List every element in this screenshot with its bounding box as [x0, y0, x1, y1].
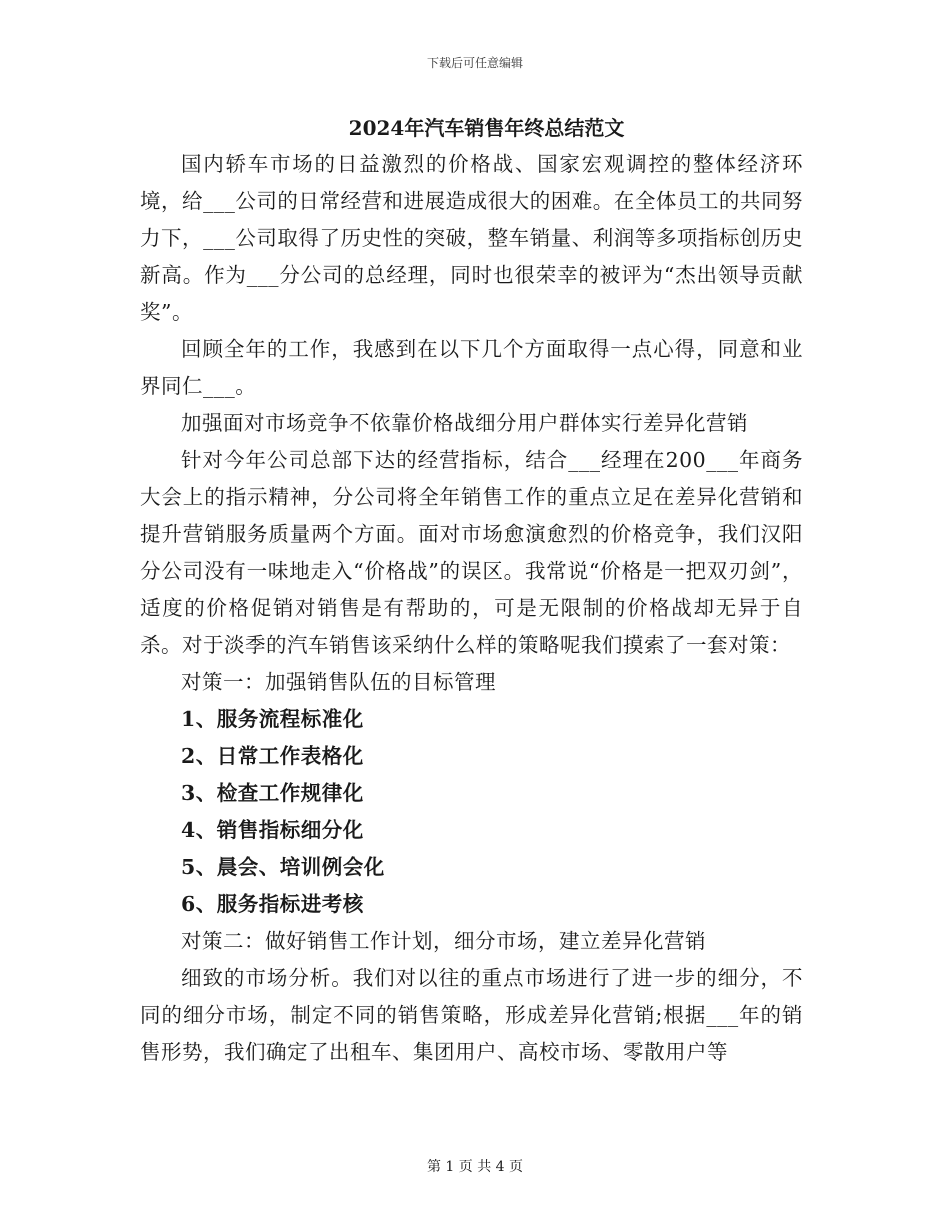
paragraph: 国内轿车市场的日益激烈的价格战、国家宏观调控的整体经济环境，给___公司的日常经营和进展造成很大的困难。在全体员工的共同努力下，___公司取得了历史性的突破，整车销量、利润等多项指标创历史新高。作为___分公司的总经理，同时也很荣幸的被评为“杰出领导贡献奖”。 [140, 152, 803, 324]
paragraph: 针对今年公司总部下达的经营指标，结合___经理在200___年商务大会上的指示精神，分公司将全年销售工作的重点立足在差异化营销和提升营销服务质量两个方面。面对市场愈演愈烈的价格竞争，我们汉阳分公司没有一味地走入“价格战”的误区。我常说“价格是一把双刃剑”，适度的价格促销对销售是有帮助的，可是无限制的价格战却无异于自杀。对于淡季的汽车销售该采纳什么样的策略呢我们摸索了一套对策： [140, 448, 803, 657]
paragraph: 回顾全年的工作，我感到在以下几个方面取得一点心得，同意和业界同仁___。 [140, 337, 803, 398]
section-heading: 加强面对市场竞争不依靠价格战细分用户群体实行差异化营销 [181, 411, 748, 435]
list-item: 4、销售指标细分化 [181, 818, 364, 842]
document-title: 2024年汽车销售年终总结范文 [348, 116, 625, 140]
page-number: 第 1 页 共 4 页 [426, 1159, 524, 1175]
strategy-heading: 对策二：做好销售工作计划，细分市场，建立差异化营销 [181, 929, 706, 953]
list-item: 6、服务指标进考核 [181, 892, 364, 916]
paragraph: 细致的市场分析。我们对以往的重点市场进行了进一步的细分，不同的细分市场，制定不同的销售策略，形成差异化营销;根据___年的销售形势，我们确定了出租车、集团用户、高校市场、零散用户等 [140, 966, 803, 1064]
strategy-heading: 对策一：加强销售队伍的目标管理 [181, 670, 496, 694]
list-item: 5、晨会、培训例会化 [181, 855, 385, 879]
list-item: 1、服务流程标准化 [181, 707, 364, 731]
document-body [140, 112, 803, 1071]
list-item: 2、日常工作表格化 [181, 744, 364, 768]
header-note: 下载后可任意编辑 [426, 56, 523, 70]
list-item: 3、检查工作规律化 [181, 781, 364, 805]
